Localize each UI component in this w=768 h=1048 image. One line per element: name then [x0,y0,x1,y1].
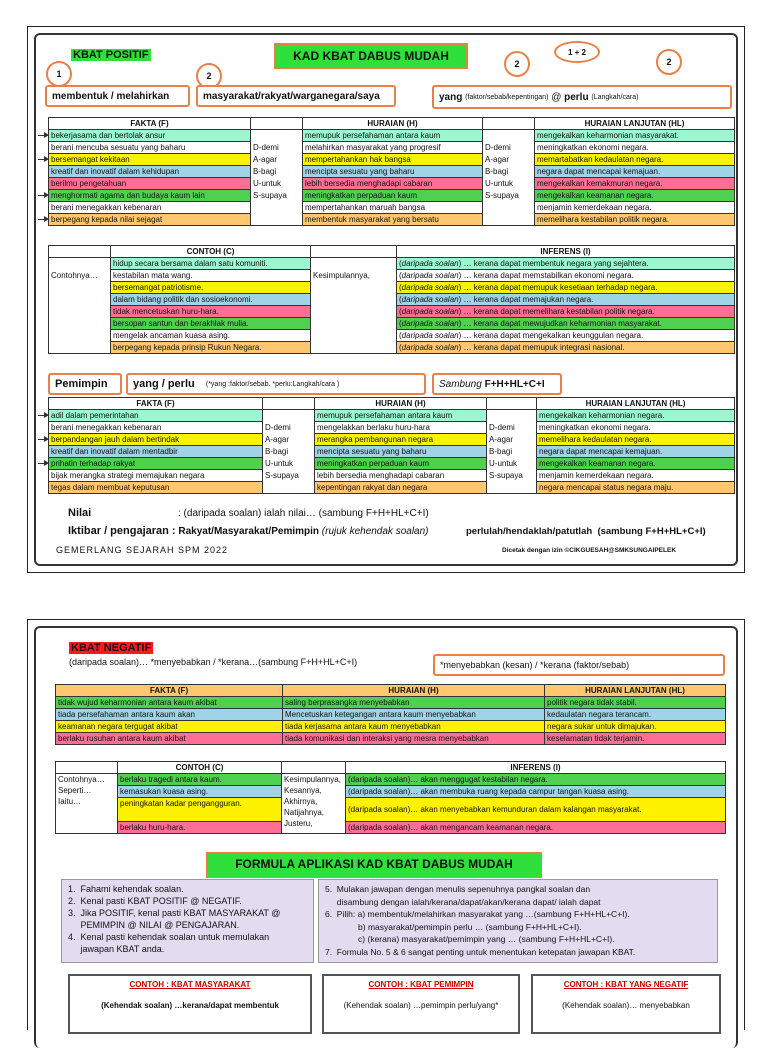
table-row [49,422,735,434]
yang-perlu-word: yang / perlu [133,378,195,390]
table-row [56,733,726,745]
huraian-cell: memupuk persefahaman antara kaum [303,130,483,142]
contoh-cell: bersopan santun dan berakhlak mulia. [111,318,311,330]
connector-cell: U-untuk [263,458,315,470]
huraian-cell: kepentingan rakyat dan negara [315,482,487,494]
box-yang-perlu [432,85,732,109]
fakta-cell: berlaku rusuhan antara kaum akibat [56,733,283,745]
formula-right-panel [318,879,718,963]
connector-cell: A-agar [483,154,535,166]
huraian-lanjutan-cell: memelihara kestabilan politik negara. [535,214,735,226]
label-line: Justeru, [284,819,313,828]
table-row [49,270,735,282]
ellipsis: … [463,283,472,292]
huraian-cell: melahirkan masyarakat yang progresif [303,142,483,154]
connector-cell: B-bagi [487,446,537,458]
inferens-text: kerana dapat membentuk negara yang sejahtera. [473,259,649,268]
huraian-cell: lebih bersedia menghadapi cabaran [303,178,483,190]
th-fakta: FAKTA (F) [49,118,251,130]
box-sambung [432,373,562,395]
connector-cell: D-demi [263,422,315,434]
label-line: Iaitu… [58,797,82,806]
kbat-positif-card [27,26,745,573]
label-line: Kesimpulannya, [284,775,341,784]
huraian-lanjutan-cell: negara sukar untuk dimajukan. [545,721,726,733]
th-blank [311,246,397,258]
connector-cell [487,410,537,422]
table-row [56,822,726,834]
contoh-inferens-table [48,245,735,354]
formula-step: b) masyarakat/pemimpin perlu … (sambung F+H+HL+C+I). [325,921,582,932]
connector-cell: A-agar [263,434,315,446]
connector-cell: A-agar [487,434,537,446]
table-row [56,697,726,709]
contoh-cell: bersemangat patriotisme. [111,282,311,294]
label-line: Kesannya, [284,786,322,795]
row-arrow-icon [38,219,48,220]
huraian-lanjutan-cell: menjamin kemerdekaan negara. [535,202,735,214]
huraian-lanjutan-cell: keselamatan tidak terjamin. [545,733,726,745]
daripada-soalan: daripada soalan [401,331,459,340]
inferens-cell: (daripada soalan)… akan membuka ruang kepada campur tangan kuasa asing. [346,786,726,798]
table-row [49,342,735,354]
inferens-cell: (daripada soalan) … kerana dapat memelihara kestabilan politik negara. [397,306,735,318]
label-cell [49,294,111,306]
sambung-word: Sambung [439,378,482,390]
fakta-cell: tegas dalam membuat keputusan [49,482,263,494]
th-huraian-lanjutan: HURAIAN LANJUTAN (HL) [545,685,726,697]
connector-cell [263,482,315,494]
huraian-lanjutan-cell: mengekalkan keamanan negara. [537,458,735,470]
table-row [56,798,726,822]
th-huraian: HURAIAN (H) [315,398,487,410]
label-line: Seperti… [58,786,92,795]
ellipsis: … [463,343,472,352]
contoh-cell: berlaku huru-hara. [118,822,282,834]
row-arrow-icon [38,415,48,416]
huraian-cell: Mencetuskan ketegangan antara kaum menyebabkan [283,709,545,721]
label-cell [56,774,118,834]
circle-1-plus-2: 1 + 2 [554,41,600,63]
label-cell: Contohnya… [49,270,111,282]
table-row [49,178,735,190]
table-row [49,446,735,458]
huraian-cell: tiada komunikasi dan interaksi yang mesra menyebabkan [283,733,545,745]
connector-cell: B-bagi [251,166,303,178]
th-blank [251,118,303,130]
daripada-soalan: daripada soalan [401,283,459,292]
row-arrow-icon [38,135,48,136]
label-cell [311,258,397,270]
fakta-cell: berani mencuba sesuatu yang baharu [49,142,251,154]
huraian-lanjutan-cell: mengekalkan kemakmuran negara. [535,178,735,190]
table-row [49,470,735,482]
connector-cell [251,214,303,226]
formula-step: c) (kerana) masyarakat/pemimpin yang … (sambung F+H+HL+C+I). [325,934,615,944]
example-masyarakat [68,974,312,1034]
connector-cell [483,130,535,142]
perlu-paren: (Langkah/cara) [591,93,639,101]
huraian-lanjutan-cell: kedaulatan negara terancam. [545,709,726,721]
label-cell [49,306,111,318]
connector-cell [487,482,537,494]
inferens-cell: (daripada soalan) … kerana dapat memupuk integrasi nasional. [397,342,735,354]
circle-2c: 2 [656,49,682,75]
inferens-cell: (daripada soalan) … kerana dapat mengekalkan keunggulan negara. [397,330,735,342]
connector-cell: B-bagi [263,446,315,458]
th-blank [483,118,535,130]
table-row [56,774,726,786]
th-blank [56,762,118,774]
formula-left-panel [61,879,314,963]
fakta-cell: kreatif dan inovatif dalam mentadbir [49,446,263,458]
table-row [49,202,735,214]
daripada-soalan: daripada soalan [401,295,459,304]
huraian-cell: mempertahankan maruah bangsa [303,202,483,214]
huraian-lanjutan-cell: politik negara tidak stabil. [545,697,726,709]
nilai-text: : (daripada soalan) ialah nilai… (sambung F+H+HL+C+I) [178,508,429,519]
inferens-cell: (daripada soalan) … kerana dapat memajukan negara. [397,294,735,306]
example-title: CONTOH : KBAT YANG NEGATIF [563,980,689,989]
iktibar-mid: Rakyat/Masyarakat/Pemimpin [178,526,319,537]
circle-2b: 2 [504,51,530,77]
table-row [56,786,726,798]
iktibar-label: Iktibar / pengajaran : [68,525,176,537]
example-title: CONTOH : KBAT MASYARAKAT [129,980,251,989]
daripada-soalan: daripada soalan [401,259,459,268]
formula-step: 5. Mulakan jawapan dengan menulis sepenuhnya pangkal soalan dan [325,884,591,894]
table-row [49,458,735,470]
huraian-cell: membentuk masyarakat yang bersatu [303,214,483,226]
negatif-contoh-table [55,761,726,834]
ellipsis: … [463,319,472,328]
ellipsis: … [463,331,472,340]
th-inferens: INFERENS (I) [397,246,735,258]
connector-cell: D-demi [483,142,535,154]
nilai-label: Nilai [68,507,92,519]
fakta-cell: prihatin terhadap rakyat [49,458,263,470]
row-arrow-icon [38,159,48,160]
contoh-cell: tidak mencetuskan huru-hara. [111,306,311,318]
fakta-cell: tidak wujud keharmonian antara kaum akibat [56,697,283,709]
box-masyarakat: masyarakat/rakyat/warganegara/saya [196,85,396,107]
contoh-cell: kestabilan mata wang. [111,270,311,282]
fakta-cell: bersemangat kekitaan [49,154,251,166]
th-blank [487,398,537,410]
inferens-text: kerana dapat memupuk integrasi nasional. [473,343,625,352]
table-row [49,306,735,318]
connector-cell: B-bagi [483,166,535,178]
fakta-cell: tiada persefahaman antara kaum akan [56,709,283,721]
example-text: (Kehendak soalan) …pemimpin perlu/yang* [343,1001,499,1010]
label-cell [49,342,111,354]
huraian-lanjutan-cell: mengekalkan keamanan negara. [535,190,735,202]
ellipsis: … [463,307,472,316]
daripada-soalan: daripada soalan [401,343,459,352]
inferens-text: kerana dapat mewujudkan keharmonian masyarakat. [473,319,662,328]
inferens-text: kerana dapat memstabilkan ekonomi negara. [473,271,634,280]
huraian-lanjutan-cell: memartabatkan kedaulatan negara. [535,154,735,166]
formula-step: PEMIMPIN @ NILAI @ PENGAJARAN. [68,920,240,930]
fakta-cell: bekerjasama dan bertolak ansur [49,130,251,142]
contoh-cell: hidup secara bersama dalam satu komuniti. [111,258,311,270]
iktibar-sambung: (sambung F+H+HL+C+I) [597,526,706,537]
fakta-cell: berpegang kepada nilai sejagat [49,214,251,226]
table-row [56,709,726,721]
fakta-cell: keamanan negara tergugat akibat [56,721,283,733]
iktibar-perlulah: perlulah/hendaklah/patutlah [466,526,593,537]
huraian-cell: mencipta sesuatu yang baharu [303,166,483,178]
daripada-soalan: daripada soalan [401,271,459,280]
huraian-cell: lebih bersedia menghadapi cabaran [315,470,487,482]
table-row [49,166,735,178]
iktibar-right [466,526,706,537]
row-arrow-icon [38,463,48,464]
label-cell: Kesimpulannya, [311,270,397,282]
formula-step: 3. Jika POSITIF, kenal pasti KBAT MASYARAKAT @ [68,908,281,918]
connector-cell: D-demi [251,142,303,154]
sambung-formula: F+H+HL+C+I [484,378,545,390]
table-row [49,410,735,422]
example-text: (Kehendak soalan) …kerana/dapat membentuk [101,1001,279,1010]
kbat-negatif-label: KBAT NEGATIF [71,642,152,654]
huraian-cell: tiada kerjasama antara kaum menyebabkan [283,721,545,733]
huraian-lanjutan-cell: mengekalkan keharmonian negara. [537,410,735,422]
table-row [49,142,735,154]
formula-step: 1. Fahami kehendak soalan. [68,884,184,894]
th-blank [282,762,346,774]
fakta-cell: kreatif dan inovatif dalam kehidupan [49,166,251,178]
inferens-text: kerana dapat memelihara kestabilan politik negara. [473,307,655,316]
contoh-cell: berlaku tragedi antara kaum. [118,774,282,786]
circle-1: 1 [46,61,72,87]
inferens-text: kerana dapat memupuk kesetiaan terhadap negara. [473,283,658,292]
label-cell [311,282,397,294]
label-cell [311,342,397,354]
formula-step: disambung dengan ialah/kerana/dapat/akan/kerana dapat/ ialah dapat [325,896,601,907]
row-arrow-icon [38,439,48,440]
th-contoh: CONTOH (C) [118,762,282,774]
huraian-cell: saling berprasangka menyebabkan [283,697,545,709]
example-title: CONTOH : KBAT PEMIMPIN [368,980,474,989]
connector-cell: D-demi [487,422,537,434]
footer-left: GEMERLANG SEJARAH SPM 2022 [56,545,229,555]
connector-cell [483,202,535,214]
box-membentuk: membentuk / melahirkan [45,85,190,107]
label-line: Contohnya… [58,775,105,784]
huraian-lanjutan-cell: menjamin kemerdekaan negara. [537,470,735,482]
th-blank [263,398,315,410]
formula-right-list [325,883,711,958]
label-cell [49,258,111,270]
contoh-cell: dalam bidang politik dan sosioekonomi. [111,294,311,306]
table-row [49,130,735,142]
negatif-subline: (daripada soalan)… *menyebabkan / *kerana…(sambung F+H+HL+C+I) [69,657,358,667]
label-cell [311,330,397,342]
kbat-negatif-card [27,619,745,1030]
formula-step: 6. Pilih: a) membentuk/melahirkan masyarakat yang …(sambung F+H+HL+C+I). [325,909,630,919]
table-row [49,330,735,342]
huraian-cell: mempertahankan hak bangsa [303,154,483,166]
table-row [56,721,726,733]
contoh-cell: berpegang kepada prinsip Rukun Negara. [111,342,311,354]
inferens-cell: (daripada soalan)… akan menggugat kestabilan negara. [346,774,726,786]
huraian-cell: meningkatkan perpaduan kaum [315,458,487,470]
th-fakta: FAKTA (F) [49,398,263,410]
huraian-lanjutan-cell: negara mencapai status negara maju. [537,482,735,494]
connector-cell: S-supaya [251,190,303,202]
connector-cell: S-supaya [487,470,537,482]
label-cell [311,306,397,318]
inferens-text: kerana dapat mengekalkan keunggulan negara. [473,331,644,340]
label-cell [311,318,397,330]
th-fakta: FAKTA (F) [56,685,283,697]
th-huraian: HURAIAN (H) [283,685,545,697]
label-line: Akhirnya, [284,797,318,806]
fakta-cell: berilmu pengetahuan [49,178,251,190]
connector-cell: S-supaya [483,190,535,202]
contoh-cell: mengelak ancaman kuasa asing. [111,330,311,342]
label-cell [49,318,111,330]
contoh-cell: kemasukan kuasa asing. [118,786,282,798]
nilai-line [68,507,429,519]
table-row [49,190,735,202]
fakta-cell: menghormati agama dan budaya kaum lain [49,190,251,202]
inferens-cell: (daripada soalan) … kerana dapat memupuk kesetiaan terhadap negara. [397,282,735,294]
huraian-cell: mencipta sesuatu yang baharu [315,446,487,458]
table-row [49,318,735,330]
th-huraian-lanjutan: HURAIAN LANJUTAN (HL) [537,398,735,410]
card-title: KAD KBAT DABUS MUDAH [274,43,468,69]
yang-perlu-note: (*yang :faktor/sebab. *perlu:Langkah/cara ) [205,380,340,388]
fakta-cell: bijak merangka strategi memajukan negara [49,470,263,482]
connector-cell [483,214,535,226]
box-menyebabkan: *menyebabkan (kesan) / *kerana (faktor/sebab) [433,654,725,676]
inferens-cell: (daripada soalan) … kerana dapat memstabilkan ekonomi negara. [397,270,735,282]
footer-right: Dicetak dengan izin ©CIKGUESAH@SMKSUNGAIPELEK [502,547,677,554]
box-yang-perlu-pemimpin [126,373,426,395]
fakta-cell: berpandangan jauh dalam bertindak [49,434,263,446]
inferens-text: kerana dapat memajukan negara. [473,295,594,304]
circle-2a: 2 [196,63,222,89]
huraian-lanjutan-cell: meningkatkan ekonomi negara. [537,422,735,434]
table-row [49,482,735,494]
contoh-cell: peningkatan kadar pengangguran. [118,798,282,822]
inferens-cell: (daripada soalan) … kerana dapat membentuk negara yang sejahtera. [397,258,735,270]
th-huraian: HURAIAN (H) [303,118,483,130]
daripada-soalan: daripada soalan [401,319,459,328]
table-row [49,282,735,294]
connector-cell: A-agar [251,154,303,166]
th-contoh: CONTOH (C) [111,246,311,258]
yang-paren: (faktor/sebab/kepentingan) [465,93,549,101]
fakta-cell: berani menegakkan kebenaran [49,422,263,434]
fakta-cell: berani menegakkan kebenaran [49,202,251,214]
daripada-soalan: daripada soalan [401,307,459,316]
kbat-positif-label: KBAT POSITIF [73,49,149,61]
connector-cell: U-untuk [487,458,537,470]
ellipsis: … [463,259,472,268]
formula-step: jawapan KBAT anda. [68,944,165,954]
connector-cell: S-supaya [263,470,315,482]
formula-step: 4. Kenal pasti kehendak soalan untuk memulakan [68,932,270,942]
table-row [49,258,735,270]
box-pemimpin: Pemimpin [48,373,122,395]
th-blank [49,246,111,258]
row-arrow-icon [38,195,48,196]
label-cell [49,282,111,294]
connector-cell: U-untuk [251,178,303,190]
perlu-word: perlu [564,91,589,103]
example-pemimpin [322,974,520,1034]
huraian-lanjutan-cell: memelihara kedaulatan negara. [537,434,735,446]
huraian-lanjutan-cell: mengekalkan keharmonian masyarakat. [535,130,735,142]
ellipsis: … [463,295,472,304]
huraian-cell: merangka pembangunan negara [315,434,487,446]
huraian-lanjutan-cell: negara dapat mencapai kemajuan. [535,166,735,178]
connector-cell [251,130,303,142]
at-symbol: @ [551,91,562,103]
huraian-cell: mengelakkan berlaku huru-hara [315,422,487,434]
formula-title: FORMULA APLIKASI KAD KBAT DABUS MUDAH [206,852,542,878]
fakta-table-masyarakat [48,117,735,226]
connector-cell [263,410,315,422]
formula-left-list [68,883,307,955]
negatif-fakta-table [55,684,726,745]
iktibar-line [68,525,429,537]
inferens-cell: (daripada soalan)… akan menyebabkan kemunduran dalam kalangan masyarakat. [346,798,726,822]
iktibar-rujuk: (rujuk kehendak soalan) [321,526,429,537]
table-row [49,214,735,226]
connector-cell: U-untuk [483,178,535,190]
ellipsis: … [463,271,472,280]
huraian-lanjutan-cell: meningkatkan ekonomi negara. [535,142,735,154]
th-inferens: INFERENS (I) [346,762,726,774]
fakta-cell: adil dalam pemerintahan [49,410,263,422]
label-cell [311,294,397,306]
table-row [49,434,735,446]
example-negatif [531,974,721,1034]
fakta-table-pemimpin [48,397,735,494]
label-line: Natijahnya, [284,808,325,817]
inferens-cell: (daripada soalan)… akan mengancam keamanan negara. [346,822,726,834]
th-huraian-lanjutan: HURAIAN LANJUTAN (HL) [535,118,735,130]
table-row [49,294,735,306]
inferens-cell: (daripada soalan) … kerana dapat mewujudkan keharmonian masyarakat. [397,318,735,330]
yang-word: yang [439,91,463,103]
formula-step: 7. Formula No. 5 & 6 sangat penting untuk menentukan ketepatan jawapan KBAT. [325,946,636,957]
label-cell [49,330,111,342]
huraian-cell: meningkatkan perpaduan kaum [303,190,483,202]
example-text: (Kehendak soalan)… menyebabkan [562,1001,690,1010]
huraian-cell: memupuk persefahaman antara kaum [315,410,487,422]
table-row [49,154,735,166]
connector-cell [251,202,303,214]
label-cell [282,774,346,834]
huraian-lanjutan-cell: negara dapat mencapai kemajuan. [537,446,735,458]
formula-step: 2. Kenal pasti KBAT POSITIF @ NEGATIF. [68,896,242,906]
